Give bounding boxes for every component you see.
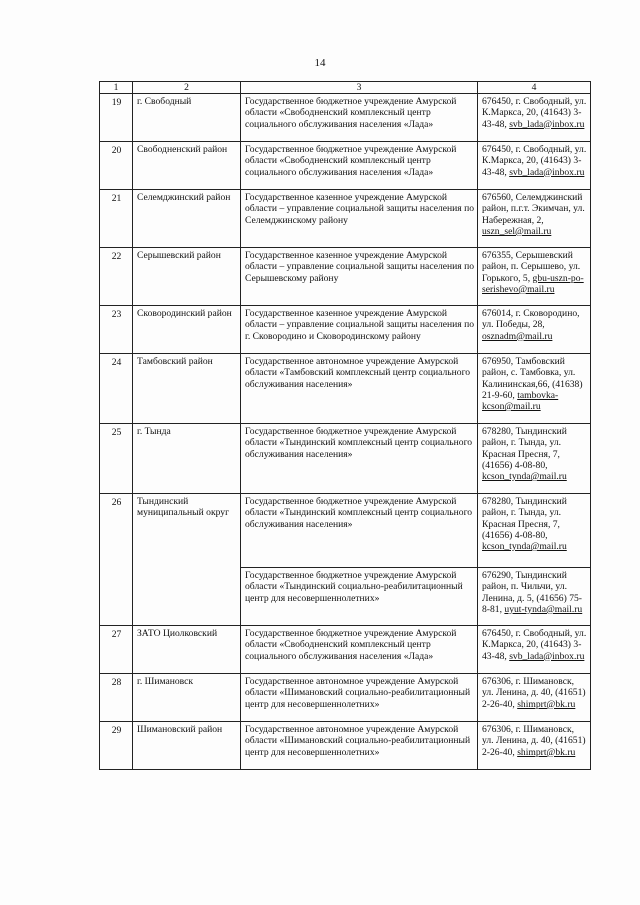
- header-cell: 3: [241, 82, 478, 94]
- table-row: [100, 306, 591, 354]
- table-row: [100, 494, 591, 568]
- table-row: [100, 674, 591, 722]
- address-cell: [478, 248, 591, 306]
- address-cell: [478, 674, 591, 722]
- header-cell: 2: [133, 82, 241, 94]
- institution-cell: Государственное автономное учреждение Амурской области «Шимановский социально-реабилитационный центр для несовершеннолетних»: [241, 674, 478, 722]
- row-number: 23: [100, 306, 133, 354]
- email-link[interactable]: svb_lada@inbox.ru: [509, 650, 585, 662]
- address-cell: [478, 568, 591, 626]
- district-cell: Тындинский муниципальный округ: [133, 494, 241, 626]
- address-text: 676306, г. Шимановск, ул. Ленина, д. 40, (41651) 2-26-40,: [482, 724, 586, 758]
- address-text: 676290, Тындинский район, п. Чильчи, ул. Ленина, д. 5, (41656) 75-8-81,: [482, 570, 582, 615]
- header-cell: 4: [478, 82, 591, 94]
- institution-cell: Государственное казенное учреждение Амурской области – управление социальной защиты населения по Серышевскому району: [241, 248, 478, 306]
- institution-cell: Государственное автономное учреждение Амурской области «Тамбовский комплексный центр социального обслуживания населения»: [241, 354, 478, 424]
- address-text: 676450, г. Свободный, ул. К.Маркса, 20, (41643) 3-43-48,: [482, 144, 587, 178]
- district-cell: Селемджинский район: [133, 190, 241, 248]
- institution-cell: Государственное бюджетное учреждение Амурской области «Свободненский комплексный центр социального обслуживания населения «Лада»: [241, 626, 478, 674]
- address-cell: [478, 626, 591, 674]
- district-cell: Шимановский район: [133, 722, 241, 770]
- email-link[interactable]: kcson_tynda@mail.ru: [482, 471, 567, 483]
- row-number: 21: [100, 190, 133, 248]
- address-text: 678280, Тындинский район, г. Тында, ул. Красная Пресня, 7, (41656) 4-08-80,: [482, 496, 567, 541]
- row-number: 19: [100, 94, 133, 142]
- address-cell: [478, 306, 591, 354]
- address-text: 676306, г. Шимановск, ул. Ленина, д. 40, (41651) 2-26-40,: [482, 676, 586, 710]
- institution-cell: Государственное казенное учреждение Амурской области – управление социальной защиты населения по Селемджинскому району: [241, 190, 478, 248]
- district-cell: Сковородинский район: [133, 306, 241, 354]
- table-row: [100, 626, 591, 674]
- header-cell: 1: [100, 82, 133, 94]
- row-number: 20: [100, 142, 133, 190]
- address-text: 676014, г. Сковородино, ул. Победы, 28,: [482, 308, 580, 331]
- institution-cell: Государственное бюджетное учреждение Амурской области «Тындинский комплексный центр социального обслуживания населения»: [241, 494, 478, 568]
- address-cell: [478, 190, 591, 248]
- address-cell: [478, 494, 591, 568]
- address-cell: [478, 722, 591, 770]
- table-row: [100, 424, 591, 494]
- address-cell: [478, 424, 591, 494]
- district-cell: ЗАТО Циолковский: [133, 626, 241, 674]
- email-link[interactable]: shimprt@bk.ru: [517, 698, 576, 710]
- institution-cell: Государственное бюджетное учреждение Амурской области «Тындинский комплексный центр социального обслуживания населения»: [241, 424, 478, 494]
- row-number: 25: [100, 424, 133, 494]
- address-text: 676450, г. Свободный, ул. К.Маркса, 20, (41643) 3-43-48,: [482, 96, 587, 130]
- address-text: 676560, Селемджинский район, п.г.т. Экимчан, ул. Набережная, 2,: [482, 192, 585, 226]
- email-link[interactable]: gbu-uszn-po-serishevo@mail.ru: [482, 272, 584, 295]
- institution-cell: Государственное казенное учреждение Амурской области – управление социальной защиты населения по г. Сковородино и Сковородинскому району: [241, 306, 478, 354]
- address-text: 676450, г. Свободный, ул. К.Маркса, 20, (41643) 3-43-48,: [482, 628, 587, 662]
- district-cell: Тамбовский район: [133, 354, 241, 424]
- address-text: 678280, Тындинский район, г. Тында, ул. Красная Пресня, 7, (41656) 4-08-80,: [482, 426, 567, 471]
- district-cell: Свободненский район: [133, 142, 241, 190]
- district-cell: Серышевский район: [133, 248, 241, 306]
- table-row: [100, 142, 591, 190]
- institution-cell: Государственное автономное учреждение Амурской области «Шимановский социально-реабилитационный центр для несовершеннолетних»: [241, 722, 478, 770]
- district-cell: г. Тында: [133, 424, 241, 494]
- table-row: [100, 94, 591, 142]
- email-link[interactable]: uyut-tynda@mail.ru: [504, 603, 583, 615]
- table-row: [100, 354, 591, 424]
- district-cell: г. Свободный: [133, 94, 241, 142]
- address-text: 676355, Серышевский район, п. Серышево, ул. Горького, 5,: [482, 250, 581, 284]
- table-row: [100, 722, 591, 770]
- institution-cell: Государственное бюджетное учреждение Амурской области «Свободненский комплексный центр социального обслуживания населения «Лада»: [241, 142, 478, 190]
- email-link[interactable]: kcson_tynda@mail.ru: [482, 541, 567, 553]
- page-number: 14: [314, 57, 326, 69]
- row-number: 22: [100, 248, 133, 306]
- row-number: 27: [100, 626, 133, 674]
- institutions-table: [99, 81, 591, 770]
- row-number: 26: [100, 494, 133, 626]
- institution-cell: Государственное бюджетное учреждение Амурской области «Тындинский социально-реабилитационный центр для несовершеннолетних»: [241, 568, 478, 626]
- row-number: 29: [100, 722, 133, 770]
- institution-cell: Государственное бюджетное учреждение Амурской области «Свободненский комплексный центр социального обслуживания населения «Лада»: [241, 94, 478, 142]
- email-link[interactable]: osznadm@mail.ru: [482, 330, 553, 342]
- table-row: [100, 248, 591, 306]
- table-header-row: [100, 82, 591, 94]
- district-cell: г. Шимановск: [133, 674, 241, 722]
- address-text: 676950, Тамбовский район, с. Тамбовка, ул. Калининская,66, (41638) 21-9-60,: [482, 356, 583, 401]
- email-link[interactable]: svb_lada@inbox.ru: [509, 166, 585, 178]
- email-link[interactable]: shimprt@bk.ru: [517, 746, 576, 758]
- email-link[interactable]: uszn_sel@mail.ru: [482, 225, 552, 237]
- table-row: [100, 190, 591, 248]
- row-number: 28: [100, 674, 133, 722]
- email-link[interactable]: tambovka-kcson@mail.ru: [482, 389, 559, 413]
- address-cell: [478, 142, 591, 190]
- address-cell: [478, 94, 591, 142]
- address-cell: [478, 354, 591, 424]
- email-link[interactable]: svb_lada@inbox.ru: [509, 118, 585, 130]
- row-number: 24: [100, 354, 133, 424]
